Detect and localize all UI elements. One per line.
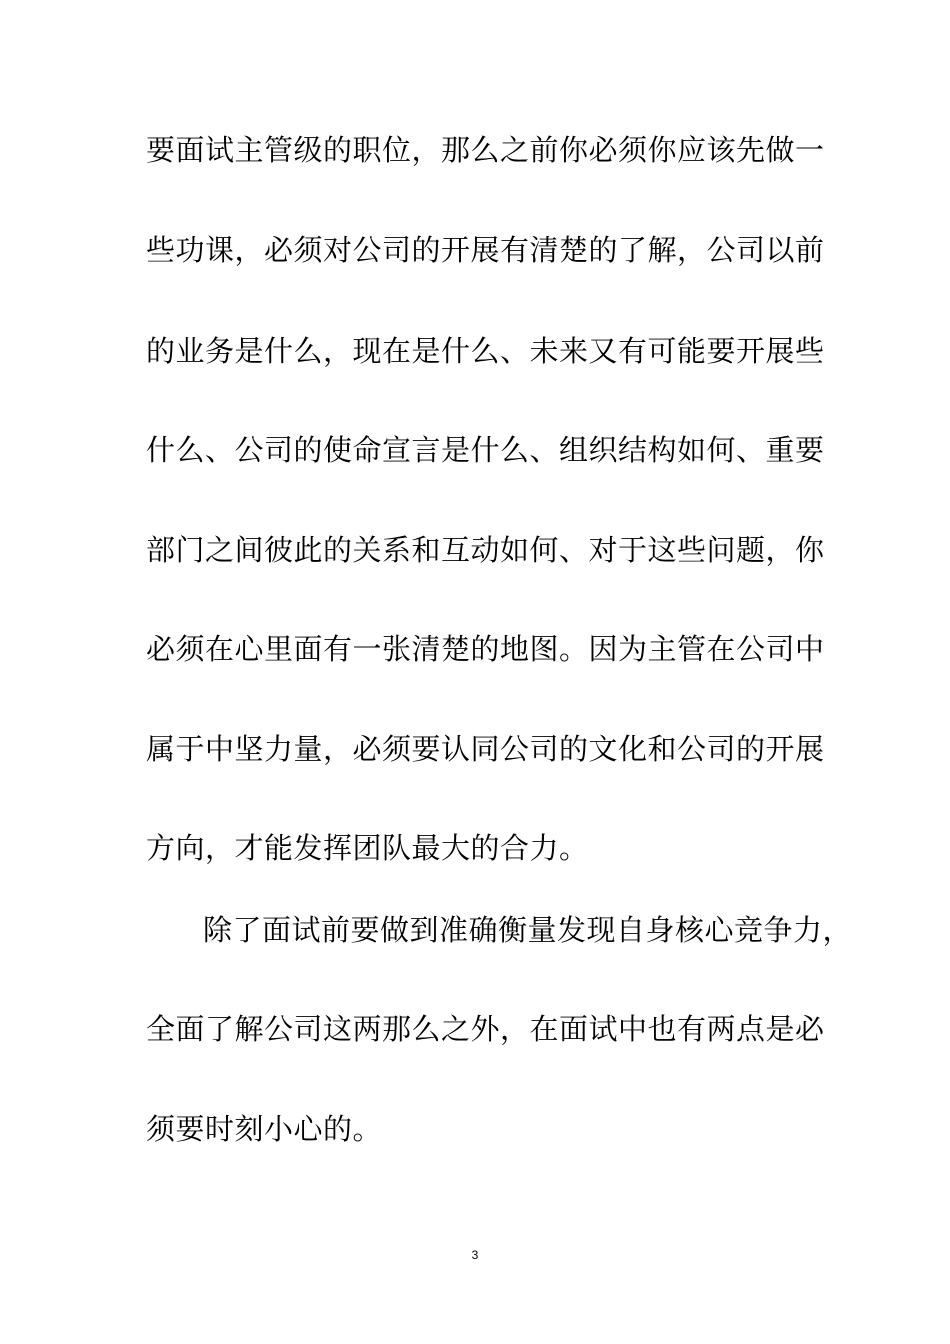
text-line: 属于中坚力量，必须要认同公司的文化和公司的开展 bbox=[146, 732, 825, 766]
text-line: 须要时刻小心的。 bbox=[146, 1112, 383, 1146]
page-number: 3 bbox=[471, 1248, 479, 1262]
paragraph-first-line: 除了面试前要做到准确衡量发现自身核心竞争力， bbox=[203, 913, 853, 947]
text-line: 要面试主管级的职位，那么之前你必须你应该先做一 bbox=[146, 133, 825, 167]
text-line: 什么、公司的使命宣言是什么、组织结构如何、重要 bbox=[146, 433, 825, 467]
text-line: 的业务是什么，现在是什么、未来又有可能要开展些 bbox=[146, 334, 825, 368]
text-line: 部门之间彼此的关系和互动如何、对于这些问题，你 bbox=[146, 533, 825, 567]
text-line: 全面了解公司这两那么之外，在面试中也有两点是必 bbox=[146, 1012, 825, 1046]
text-line: 方向，才能发挥团队最大的合力。 bbox=[146, 831, 589, 865]
text-line: 必须在心里面有一张清楚的地图。因为主管在公司中 bbox=[146, 632, 825, 666]
text-line: 些功课，必须对公司的开展有清楚的了解，公司以前 bbox=[146, 233, 825, 267]
